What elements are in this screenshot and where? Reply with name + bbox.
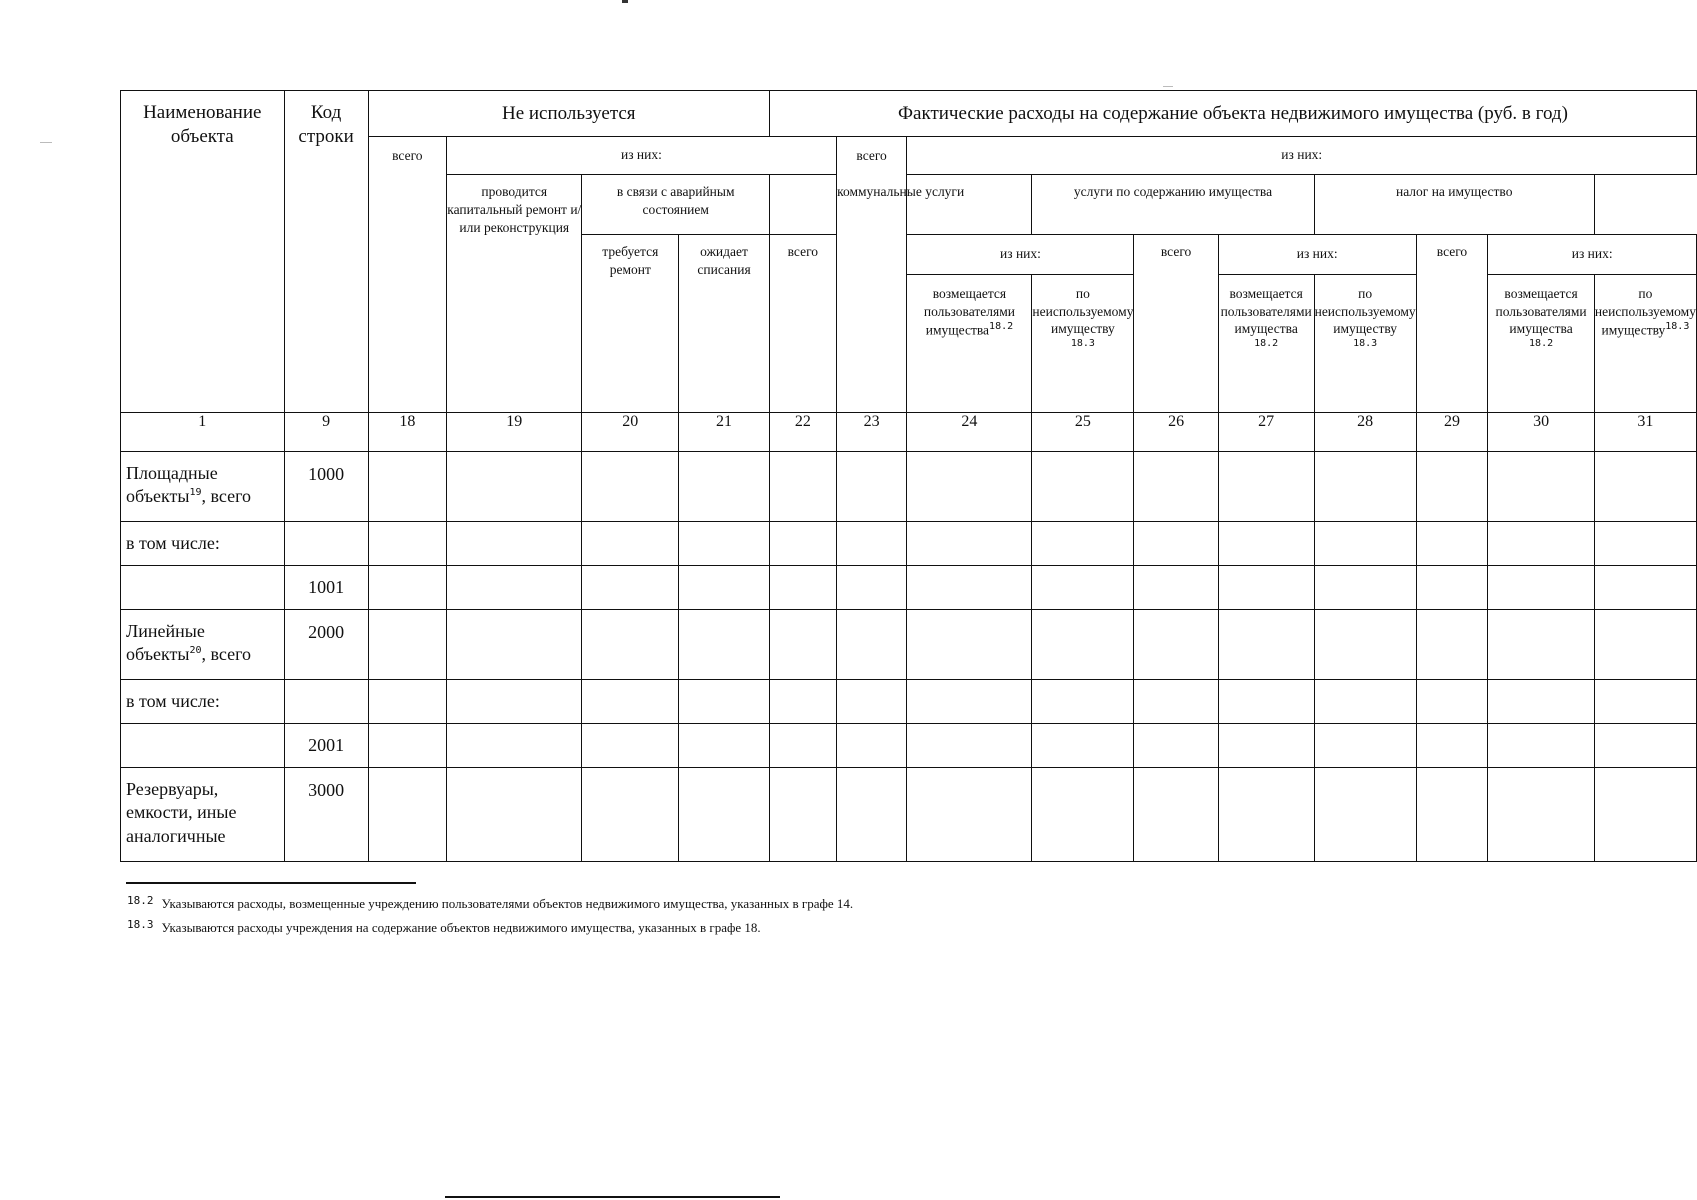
- footnote-ref-18-2: 18.2: [1529, 337, 1554, 349]
- footnote-ref-20: 20: [189, 645, 202, 657]
- header-needs-repair: требуется ремонт: [582, 235, 679, 413]
- data-cell[interactable]: [368, 522, 446, 566]
- column-number: 1: [121, 413, 285, 452]
- data-cell[interactable]: [1488, 522, 1595, 566]
- table-row: [121, 452, 1697, 522]
- footnote-ref-18-3: 18.3: [1353, 337, 1378, 349]
- row-name-suffix: , всего: [201, 486, 252, 507]
- row-code: 2001: [284, 724, 368, 768]
- data-cell[interactable]: [1314, 610, 1416, 680]
- footnote-ref-18-3: 18.3: [1665, 321, 1690, 333]
- data-cell[interactable]: [679, 566, 770, 610]
- data-cell[interactable]: [1416, 522, 1488, 566]
- footnote-mark: 18.3: [127, 918, 154, 931]
- row-name: в том числе:: [121, 522, 285, 566]
- data-cell[interactable]: [368, 724, 446, 768]
- data-cell[interactable]: [907, 610, 1032, 680]
- data-cell[interactable]: [1416, 768, 1488, 862]
- data-cell[interactable]: [1032, 610, 1134, 680]
- footnote-18-3: [127, 920, 761, 936]
- data-cell[interactable]: [368, 566, 446, 610]
- data-cell[interactable]: [447, 610, 582, 680]
- column-number: 28: [1314, 413, 1416, 452]
- data-cell[interactable]: [582, 768, 679, 862]
- header-property-tax: налог на имущество: [1314, 175, 1594, 235]
- column-number: 19: [447, 413, 582, 452]
- column-number: 24: [907, 413, 1032, 452]
- row-name-text: Площадные объекты: [126, 463, 218, 507]
- header-utilities-total: всего: [769, 235, 836, 413]
- header-awaits-writeoff: ожидает списания: [679, 235, 770, 413]
- data-cell[interactable]: [1134, 522, 1218, 566]
- header-utilities-reimbursed: [907, 275, 1032, 413]
- data-cell[interactable]: [582, 522, 679, 566]
- data-cell[interactable]: [836, 680, 907, 724]
- row-name: [121, 610, 285, 680]
- footnote-ref-18-2: 18.2: [989, 321, 1014, 333]
- data-cell[interactable]: [1032, 566, 1134, 610]
- data-cell[interactable]: [769, 610, 836, 680]
- header-emergency-state: в связи с аварийным состоянием: [582, 175, 769, 235]
- data-cell[interactable]: [1594, 566, 1696, 610]
- data-cell[interactable]: [1594, 610, 1696, 680]
- data-cell[interactable]: [836, 610, 907, 680]
- header-maintenance-reimbursed: [1218, 275, 1314, 413]
- data-cell[interactable]: [582, 610, 679, 680]
- footnote-ref-19: 19: [189, 487, 202, 499]
- data-cell[interactable]: [1218, 610, 1314, 680]
- data-cell[interactable]: [1594, 452, 1696, 522]
- data-cell[interactable]: [1314, 566, 1416, 610]
- data-cell[interactable]: [1032, 452, 1134, 522]
- data-cell[interactable]: [1416, 610, 1488, 680]
- data-cell[interactable]: [1314, 724, 1416, 768]
- data-cell[interactable]: [1314, 452, 1416, 522]
- signature-line: [445, 1196, 780, 1198]
- data-cell[interactable]: [368, 680, 446, 724]
- row-code: 1001: [284, 566, 368, 610]
- data-cell[interactable]: [836, 724, 907, 768]
- data-cell[interactable]: [368, 452, 446, 522]
- column-number: 21: [679, 413, 770, 452]
- column-number: 31: [1594, 413, 1696, 452]
- footnote-ref-18-3: 18.3: [1070, 337, 1095, 349]
- page-top-mark: [622, 0, 628, 3]
- data-cell[interactable]: [447, 566, 582, 610]
- header-utilities-reimbursed-text: возмещается пользователями имущества: [923, 286, 1015, 338]
- data-cell[interactable]: [1314, 680, 1416, 724]
- column-number: 26: [1134, 413, 1218, 452]
- column-number: 30: [1488, 413, 1595, 452]
- header-maintenance-unused-text: по неиспользуемому имуществу: [1314, 286, 1416, 337]
- data-cell[interactable]: [1594, 724, 1696, 768]
- header-tax-reimbursed: [1488, 275, 1595, 413]
- data-cell[interactable]: [679, 680, 770, 724]
- data-cell[interactable]: [1416, 452, 1488, 522]
- header-maintenance-of-them: из них:: [1218, 235, 1416, 275]
- data-cell[interactable]: [1488, 724, 1595, 768]
- header-tax-total: всего: [1416, 235, 1488, 413]
- data-cell[interactable]: [679, 610, 770, 680]
- data-cell[interactable]: [447, 724, 582, 768]
- header-tax-unused-text: по неиспользуемому имуществу: [1594, 286, 1696, 338]
- column-number: 20: [582, 413, 679, 452]
- data-cell[interactable]: [1488, 768, 1595, 862]
- data-cell[interactable]: [368, 610, 446, 680]
- header-utilities: коммунальные услуги: [769, 175, 1031, 235]
- footnote-text: Указываются расходы, возмещенные учреждению пользователями объектов недвижимого имущества, указанных в графе 14.: [161, 896, 854, 911]
- row-name: [121, 724, 285, 768]
- table-row: [121, 566, 1697, 610]
- data-cell[interactable]: [907, 522, 1032, 566]
- data-cell[interactable]: [1488, 566, 1595, 610]
- data-cell[interactable]: [1134, 610, 1218, 680]
- data-cell[interactable]: [1134, 566, 1218, 610]
- data-cell[interactable]: [1488, 452, 1595, 522]
- row-code: [284, 680, 368, 724]
- column-number: 29: [1416, 413, 1488, 452]
- data-cell[interactable]: [1134, 452, 1218, 522]
- data-cell[interactable]: [1032, 522, 1134, 566]
- column-number-row: [121, 413, 1697, 452]
- header-capital-repair: проводится капитальный ремонт и/или реконструкция: [447, 175, 582, 413]
- data-cell[interactable]: [1032, 680, 1134, 724]
- footnote-text: Указываются расходы учреждения на содержание объектов недвижимого имущества, указанных в графе 18.: [161, 920, 761, 935]
- row-name: [121, 452, 285, 522]
- data-cell[interactable]: [1218, 566, 1314, 610]
- data-cell[interactable]: [769, 768, 836, 862]
- data-cell[interactable]: [769, 452, 836, 522]
- header-utilities-unused: [1032, 275, 1134, 413]
- column-number: 9: [284, 413, 368, 452]
- column-number: 25: [1032, 413, 1134, 452]
- header-expenses-total: всего: [836, 137, 907, 413]
- data-cell[interactable]: [1416, 724, 1488, 768]
- data-cell[interactable]: [836, 452, 907, 522]
- data-cell[interactable]: [1218, 452, 1314, 522]
- header-tax-reimbursed-text: возмещается пользователями имущества: [1495, 286, 1587, 337]
- column-number: 22: [769, 413, 836, 452]
- data-cell[interactable]: [907, 724, 1032, 768]
- data-cell[interactable]: [582, 724, 679, 768]
- data-cell[interactable]: [679, 452, 770, 522]
- header-not-used-of-them: из них:: [447, 137, 837, 175]
- row-name: Резервуары, емкости, иные аналогичные: [121, 768, 285, 862]
- table-row: [121, 680, 1697, 724]
- header-maintenance-reimbursed-text: возмещается пользователями имущества: [1220, 286, 1312, 337]
- header-expenses-of-them: из них:: [907, 137, 1697, 175]
- data-cell[interactable]: [1594, 522, 1696, 566]
- header-maintenance: услуги по содержанию имущества: [1032, 175, 1314, 235]
- data-cell[interactable]: [368, 768, 446, 862]
- data-cell[interactable]: [1032, 768, 1134, 862]
- data-cell[interactable]: [769, 724, 836, 768]
- data-cell[interactable]: [769, 680, 836, 724]
- data-cell[interactable]: [836, 768, 907, 862]
- data-cell[interactable]: [582, 680, 679, 724]
- header-maintenance-total: всего: [1134, 235, 1218, 413]
- data-cell[interactable]: [1488, 610, 1595, 680]
- data-cell[interactable]: [1594, 680, 1696, 724]
- data-cell[interactable]: [1218, 724, 1314, 768]
- data-cell[interactable]: [1314, 768, 1416, 862]
- data-cell[interactable]: [1134, 724, 1218, 768]
- data-cell[interactable]: [1218, 680, 1314, 724]
- header-maintenance-unused: [1314, 275, 1416, 413]
- table-row: [121, 522, 1697, 566]
- footnote-18-2: [127, 896, 853, 912]
- data-cell[interactable]: [447, 680, 582, 724]
- data-cell[interactable]: [582, 452, 679, 522]
- header-actual-expenses: Фактические расходы на содержание объекта недвижимого имущества (руб. в год): [769, 91, 1696, 137]
- data-cell[interactable]: [907, 680, 1032, 724]
- data-cell[interactable]: [836, 522, 907, 566]
- row-name-suffix: , всего: [201, 644, 252, 665]
- data-cell[interactable]: [679, 522, 770, 566]
- data-cell[interactable]: [1218, 768, 1314, 862]
- column-number: 18: [368, 413, 446, 452]
- data-cell[interactable]: [447, 522, 582, 566]
- header-object-name: Наименование объекта: [121, 91, 285, 413]
- data-cell[interactable]: [447, 768, 582, 862]
- table-row: [121, 610, 1697, 680]
- row-name: [121, 566, 285, 610]
- data-cell[interactable]: [836, 566, 907, 610]
- data-cell[interactable]: [1416, 680, 1488, 724]
- data-cell[interactable]: [769, 566, 836, 610]
- table-row: [121, 724, 1697, 768]
- data-cell[interactable]: [679, 724, 770, 768]
- data-cell[interactable]: [769, 522, 836, 566]
- data-cell[interactable]: [1134, 680, 1218, 724]
- data-cell[interactable]: [1594, 768, 1696, 862]
- header-utilities-unused-text: по неиспользуемому имуществу: [1032, 286, 1134, 337]
- data-cell[interactable]: [679, 768, 770, 862]
- row-code: 2000: [284, 610, 368, 680]
- scan-speck: [40, 142, 52, 143]
- row-name-text: Линейные объекты: [126, 621, 205, 665]
- header-row-code: Код строки: [284, 91, 368, 413]
- header-tax-of-them: из них:: [1488, 235, 1697, 275]
- data-cell[interactable]: [447, 452, 582, 522]
- scan-speck: [1163, 86, 1173, 87]
- footnote-ref-18-2: 18.2: [1254, 337, 1279, 349]
- header-not-used-total: всего: [368, 137, 446, 413]
- footnote-separator: [126, 882, 416, 884]
- data-cell[interactable]: [1218, 522, 1314, 566]
- row-code: [284, 522, 368, 566]
- data-cell[interactable]: [1416, 566, 1488, 610]
- table-row: [121, 768, 1697, 862]
- data-cell[interactable]: [1314, 522, 1416, 566]
- data-cell[interactable]: [1032, 724, 1134, 768]
- data-cell[interactable]: [582, 566, 679, 610]
- column-number: 23: [836, 413, 907, 452]
- property-expenses-table: [120, 90, 1697, 862]
- column-number: 27: [1218, 413, 1314, 452]
- data-cell[interactable]: [907, 566, 1032, 610]
- row-name: в том числе:: [121, 680, 285, 724]
- row-code: 1000: [284, 452, 368, 522]
- data-cell[interactable]: [907, 768, 1032, 862]
- header-utilities-of-them: из них:: [907, 235, 1134, 275]
- header-tax-unused: [1594, 275, 1696, 413]
- data-cell[interactable]: [1488, 680, 1595, 724]
- footnote-mark: 18.2: [127, 894, 154, 907]
- row-code: 3000: [284, 768, 368, 862]
- data-cell[interactable]: [1134, 768, 1218, 862]
- header-not-used: Не используется: [368, 91, 769, 137]
- data-cell[interactable]: [907, 452, 1032, 522]
